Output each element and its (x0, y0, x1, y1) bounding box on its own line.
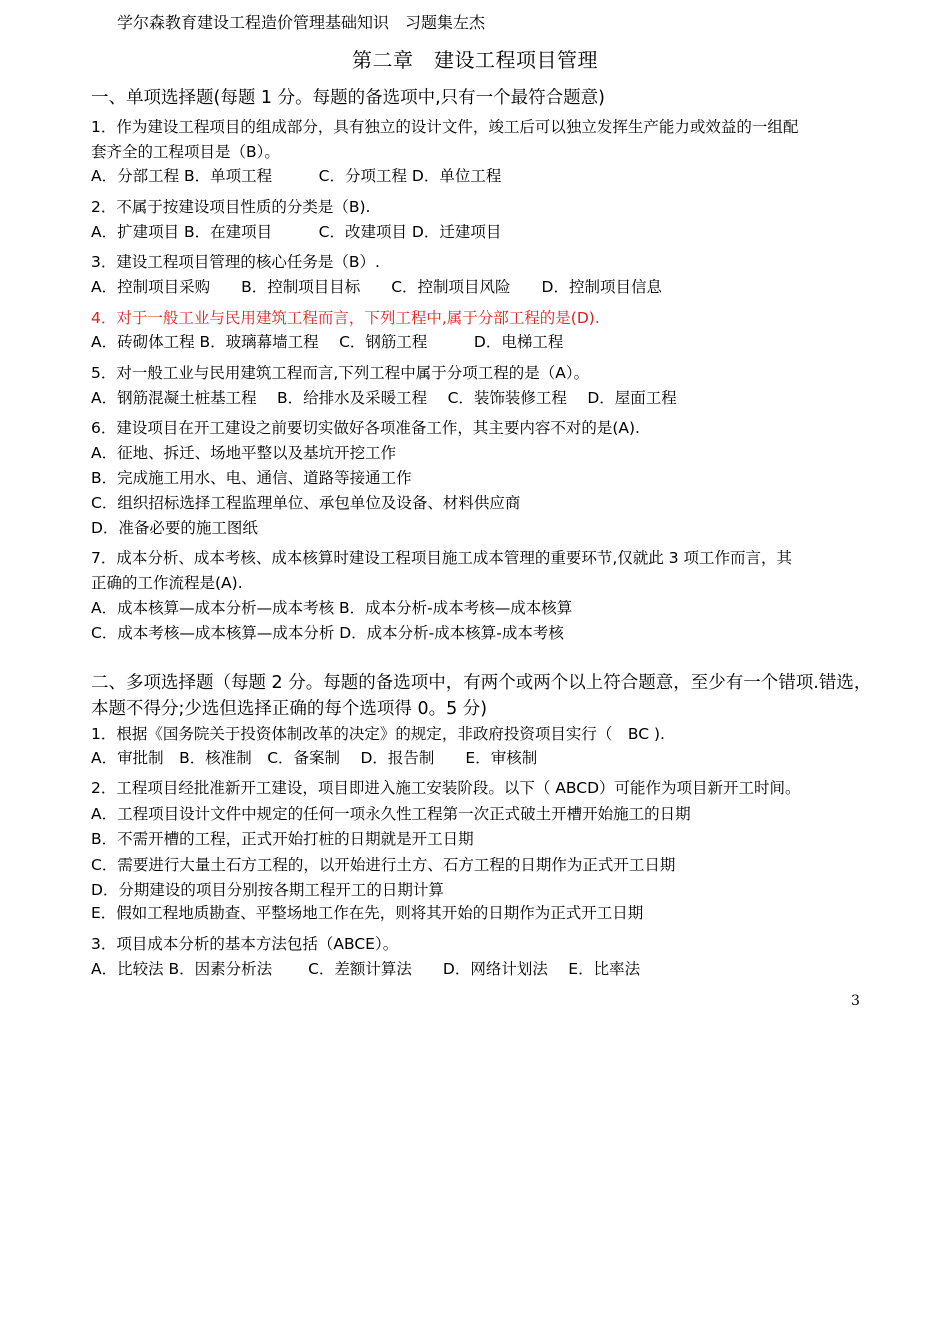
question-7-options-cd: C．成本考核—成本核算—成本分析 D．成本分析-成本核算-成本考核 (91, 624, 564, 642)
multi-question-1-options: A．审批制 B．核准制 C．备案制 D．报告制 E．审核制 (91, 749, 538, 767)
question-4-options: A．砖砌体工程 B．玻璃幕墙工程 C．钢筋工程 D．电梯工程 (91, 333, 564, 351)
chapter-title: 第二章 建设工程项目管理 (352, 48, 598, 72)
multi-question-3-options: A．比较法 B．因素分析法 C．差额计算法 D．网络计划法 E．比率法 (91, 960, 641, 978)
multi-question-2-option-a: A．工程项目设计文件中规定的任何一项永久性工程第一次正式破土开槽开始施工的日期 (91, 805, 691, 823)
multi-question-2: 2．工程项目经批准新开工建设，项目即进入施工安装阶段。以下（ ABCD）可能作为项目新开工时间。 (91, 779, 801, 797)
multi-question-2-option-e: E．假如工程地质勘查、平整场地工作在先，则将其开始的日期作为正式开工日期 (91, 904, 644, 922)
question-4-highlighted: 4．对于一般工业与民用建筑工程而言，下列工程中,属于分部工程的是(D). (91, 309, 600, 327)
question-7-line-1: 7．成本分析、成本考核、成本核算时建设工程项目施工成本管理的重要环节,仅就此 3 项工作而言，其 (91, 549, 793, 567)
question-7-options-ab: A．成本核算—成本分析—成本考核 B．成本分析-成本考核—成本核算 (91, 599, 573, 617)
question-2: 2．不属于按建设项目性质的分类是（B). (91, 198, 371, 216)
question-1-options: A．分部工程 B．单项工程 C．分项工程 D．单位工程 (91, 167, 502, 185)
question-7-line-2: 正确的工作流程是(A). (91, 574, 243, 592)
question-6-option-c: C．组织招标选择工程监理单位、承包单位及设备、材料供应商 (91, 494, 521, 512)
question-6-option-a: A．征地、拆迁、场地平整以及基坑开挖工作 (91, 444, 397, 462)
page-number: 3 (851, 993, 860, 1009)
multi-question-2-option-c: C．需要进行大量土石方工程的，以开始进行土方、石方工程的日期作为正式开工日期 (91, 856, 676, 874)
multi-question-3: 3．项目成本分析的基本方法包括（ABCE）。 (91, 935, 399, 953)
question-6-option-d: D．准备必要的施工图纸 (91, 519, 258, 537)
multi-question-1: 1．根据《国务院关于投资体制改革的决定》的规定，非政府投资项目实行（ BC ). (91, 725, 665, 743)
section-multiple-choice-title: 二、多项选择题（每题 2 分。每题的备选项中，有两个或两个以上符合题意，至少有一个错项.错选，本题不得分;少选但选择正确的每个选项得 0。5 分) (91, 673, 872, 719)
question-1-line-1: 1．作为建设工程项目的组成部分，具有独立的设计文件，竣工后可以独立发挥生产能力或效益的一组配 (91, 118, 799, 136)
question-5-options: A．钢筋混凝土桩基工程 B．给排水及采暖工程 C．装饰装修工程 D．屋面工程 (91, 389, 677, 407)
question-1-line-2: 套齐全的工程项目是（B）。 (91, 143, 280, 161)
question-3: 3．建设工程项目管理的核心任务是（B）. (91, 253, 380, 271)
multi-question-2-option-b: B．不需开槽的工程，正式开始打桩的日期就是开工日期 (91, 830, 474, 848)
question-6-option-b: B．完成施工用水、电、通信、道路等接通工作 (91, 469, 412, 487)
question-2-options: A．扩建项目 B．在建项目 C．改建项目 D．迁建项目 (91, 223, 502, 241)
section-single-choice-title: 一、单项选择题(每题 1 分。每题的备选项中,只有一个最符合题意) (91, 88, 605, 108)
page-header: 学尔森教育建设工程造价管理基础知识 习题集左杰 (117, 13, 486, 32)
question-5: 5．对一般工业与民用建筑工程而言,下列工程中属于分项工程的是（A）。 (91, 364, 590, 382)
question-3-options: A．控制项目采购 B．控制项目目标 C．控制项目风险 D．控制项目信息 (91, 278, 662, 296)
multi-question-2-option-d: D．分期建设的项目分别按各期工程开工的日期计算 (91, 881, 444, 899)
question-6: 6．建设项目在开工建设之前要切实做好各项准备工作，其主要内容不对的是(A). (91, 419, 640, 437)
